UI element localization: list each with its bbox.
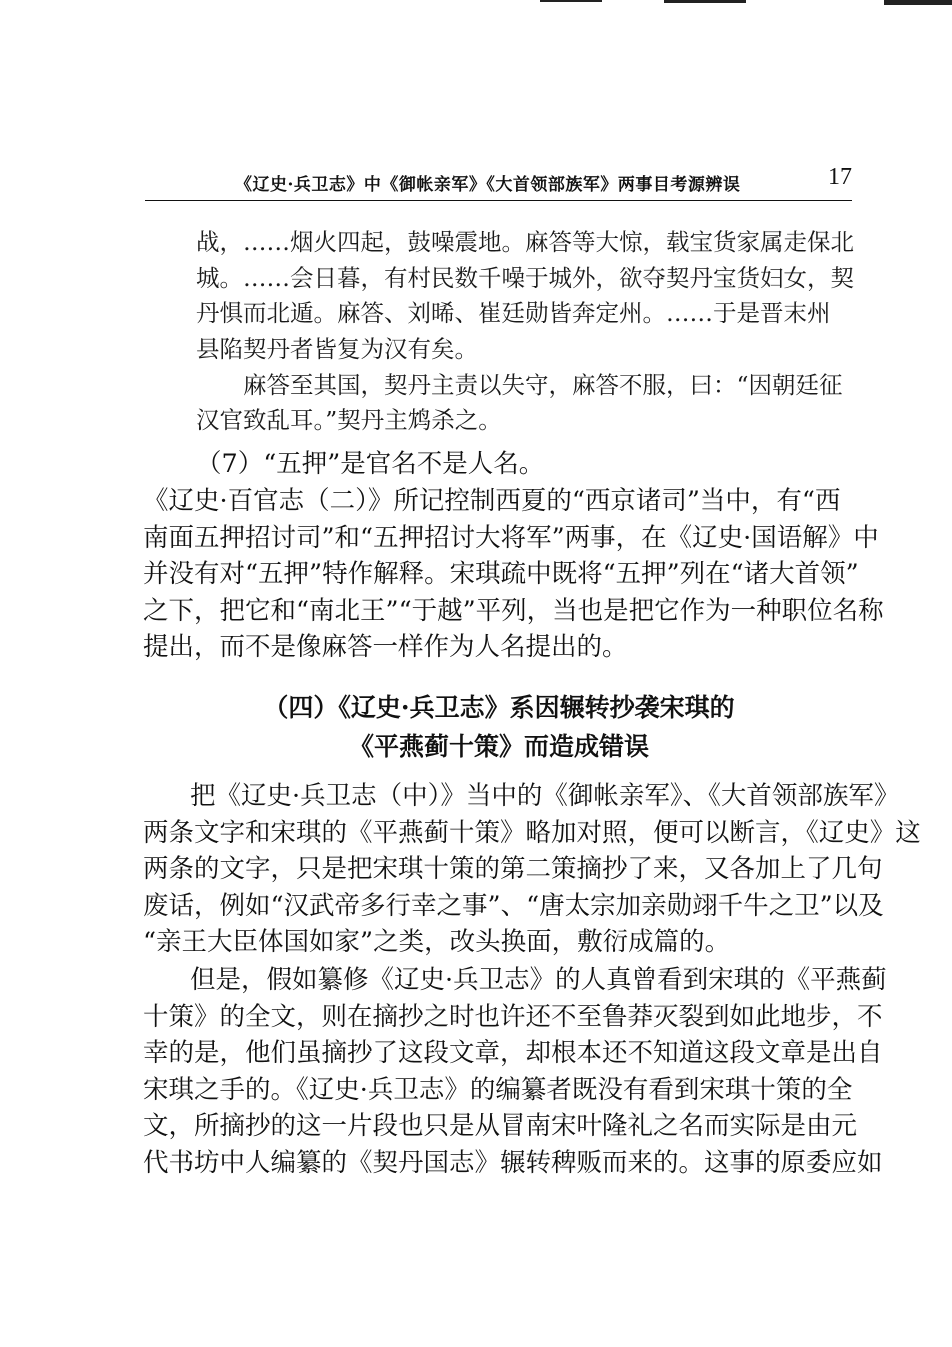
text-line: 文，所摘抄的这一片段也只是从冒南宋叶隆礼之名而实际是由元 xyxy=(143,1111,858,1141)
body-paragraph-2 xyxy=(143,962,887,1181)
item-7-title xyxy=(196,446,908,483)
text-line: 之下，把它和“南北王”“于越”平列，当也是把它作为一种职位名称 xyxy=(143,595,884,626)
text-line: 汉官致乱耳。”契丹主鸩杀之。 xyxy=(196,406,502,435)
text-line: 丹惧而北遁。麻答、刘晞、崔廷勋皆奔定州。……于是晋末州 xyxy=(196,299,831,328)
scan-artifact-line xyxy=(884,0,952,5)
text-line: 十策》的全文，则在摘抄之时也许还不至鲁莽灭裂到如此地步，不 xyxy=(143,1001,883,1032)
running-header xyxy=(145,160,852,201)
text-line: 《辽史·百官志（二）》所记控制西夏的“西京诸司”当中，有“西 xyxy=(143,486,841,516)
text-line: 县陷契丹者皆复为汉有矣。 xyxy=(196,335,478,364)
text-line: 战，……烟火四起，鼓噪震地。麻答等大惊，载宝货家属走保北 xyxy=(196,228,854,256)
text-line: 提出，而不是像麻答一样作为人名提出的。 xyxy=(143,632,628,662)
header-title: 《辽史·兵卫志》中《御帐亲军》《大首领部族军》两事目考源辨误 xyxy=(235,175,741,195)
section-heading-line-1: （四）《辽史·兵卫志》系因辗转抄袭宋琪的 xyxy=(263,693,735,722)
text-line: 麻答至其国，契丹主责以失守，麻答不服，曰：“因朝廷征 xyxy=(243,370,843,399)
item-7-paragraph xyxy=(143,483,884,666)
text-line: 并没有对“五押”特作解释。宋琪疏中既将“五押”列在“诸大首领” xyxy=(143,559,859,589)
quoted-passage xyxy=(196,225,856,439)
text-line: 宋琪之手的。《辽史·兵卫志》的编纂者既没有看到宋琪十策的全 xyxy=(143,1074,853,1105)
section-heading-line-2: 《平燕蓟十策》而造成错误 xyxy=(348,732,649,761)
text-line: 幸的是，他们虽摘抄了这段文章，却根本还不知道这段文章是出自 xyxy=(143,1038,883,1068)
text-line: 废话，例如“汉武帝多行幸之事”、“唐太宗加亲勋翊千牛之卫”以及 xyxy=(143,890,884,921)
text-line: 两条文字和宋琪的《平燕蓟十策》略加对照，便可以断言，《辽史》这 xyxy=(143,817,921,848)
text-line: “亲王大臣体国如家”之类，改头换面，敷衍成篇的。 xyxy=(143,927,731,957)
text-line: 南面五押招讨司”和“五押招讨大将军”两事，在《辽史·国语解》中 xyxy=(143,522,879,553)
body-paragraph-1 xyxy=(143,778,921,961)
scan-artifact-line xyxy=(540,0,602,2)
text-line: 把《辽史·兵卫志（中）》当中的《御帐亲军》、《大首领部族军》 xyxy=(190,781,900,811)
text-line: 两条的文字，只是把宋琪十策的第二策摘抄了来，又各加上了几句 xyxy=(143,854,883,884)
scan-artifact-line xyxy=(664,0,746,3)
text-line: 但是，假如纂修《辽史·兵卫志》的人真曾看到宋琪的《平燕蓟 xyxy=(190,965,887,995)
text-line: 代书坊中人编纂的《契丹国志》辗转稗贩而来的。这事的原委应如 xyxy=(143,1147,883,1178)
page-number: 17 xyxy=(828,164,852,190)
item-title: （7）“五押”是官名不是人名。 xyxy=(196,449,545,479)
text-line: 城。……会日暮，有村民数千噪于城外，欲夺契丹宝货妇女，契 xyxy=(196,263,854,292)
